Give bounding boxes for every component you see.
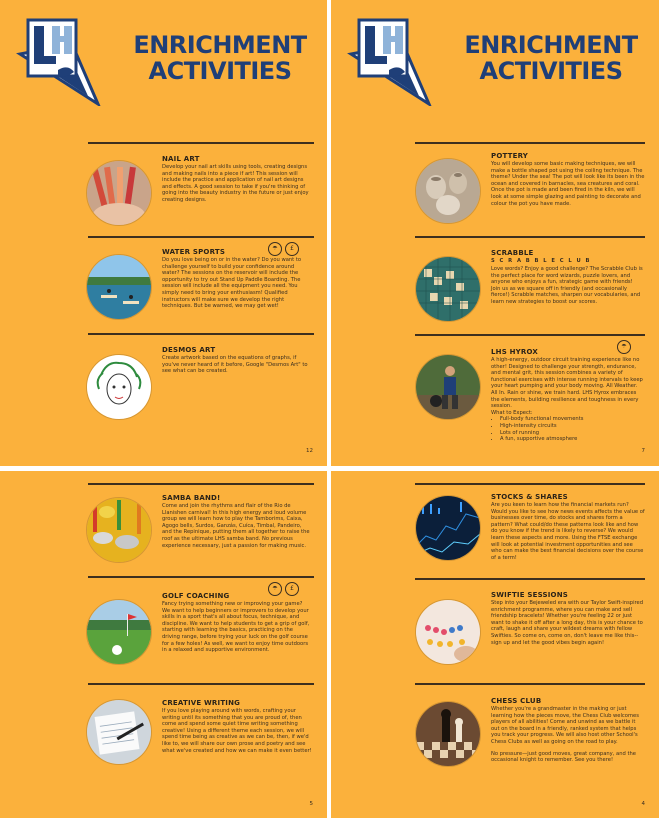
list-item: • Lots of running — [500, 430, 645, 437]
pottery-photo — [415, 158, 481, 224]
list-item: • A fun, supportive atmosphere — [500, 436, 645, 443]
entry-title: NAIL ART — [162, 155, 200, 163]
swiftie-photo — [415, 599, 481, 665]
hyrox-photo — [415, 354, 481, 420]
entry-title: STOCKS & SHARES — [491, 493, 568, 501]
divider — [415, 483, 645, 485]
divider — [415, 334, 645, 336]
entry-body: Step into your Bejeweled era with our Taylor Swift-inspired enrichment programme, where you can make and sell friendship bracelets! Whether you're feeling 22 or just want to shake it off after a long day, this is your chance to craft, laugh and share your wildest dreams with fellow Swifties. So come on, come on, don't leave me like this--sign up and let the good vibes begin again! — [491, 600, 644, 646]
entry-body: You will develop some basic making techniques, we will make a bottle shaped pot using the coiling technique. The theme? Under the sea! The pot will look like its been in the ocean and covered in barnacles, sea creatures and coral. Once the pot is made and been fired in the kiln, we will look at some simple glazing and painting to decorate and colour the pot you have made. — [491, 161, 645, 207]
outdoor-icon: ☂ — [268, 242, 282, 256]
entry-body: Create artwork based on the equations of graphs, if you've never heard of it before, Google "Desmos Art" to see what can be created. — [162, 355, 308, 375]
page-number: 7 — [641, 448, 645, 454]
list-item: • High-intensity circuits — [500, 423, 645, 430]
activity-badges — [617, 340, 631, 354]
activity-badges — [268, 582, 299, 596]
nail-art-photo — [86, 160, 152, 226]
golf-photo — [86, 599, 152, 665]
entry-body: Develop your nail art skills using tools, creating designs and making nails into a piece if art! This session will include the practice and application of nail art designs and effects. A good session to take if you're thinking of going into the beauty industry in the future or just enjoy creating designs. — [162, 164, 309, 203]
divider — [415, 683, 645, 685]
entry-title: SCRABBLE — [491, 249, 534, 257]
outdoor-icon: ☂ — [617, 340, 631, 354]
entry-body: Love words? Enjoy a good challenge? The Scrabble Club is the perfect place for word wizards, puzzle lovers, and anyone who enjoys a fun, strategic game with friends! Join us as we square off in friendly (and occasionally fierce!) Scrabble matches, sharpen our vocabularies, and learn new strategies to boost our scores. — [491, 266, 643, 305]
divider — [88, 333, 314, 335]
samba-band-photo — [86, 497, 152, 563]
entry-title: SWIFTIE SESSIONS — [491, 591, 568, 599]
entry-body: Fancy trying something new or improving your game? We want to help beginners or improvers to develop your skills in a sport that's all about focus, technique, and discipline. We want to help students to get a grip of golf, starting with learning the basics, practicing on the driving range, before trying your luck on the golf course for a few holes! As well, we want to enjoy time outdoors in a relaxed and supportive environment. — [162, 601, 310, 654]
cost-icon: £ — [285, 242, 299, 256]
creative-writing-photo — [86, 699, 152, 765]
entry-title: SAMBA BAND! — [162, 494, 221, 502]
entry-body: Are you keen to learn how the financial markets run? Would you like to see how news events affects the value of businesses over time, do stocks and shares form a pattern? What could/do these patterns look like and how do you know if the trend is likely to reverse? We would learn these aspects and more. Using the FTSE exchange will look at potential investment opportunities and see who can make the best financial decisions over the course of a term! — [491, 502, 645, 561]
divider — [415, 236, 645, 238]
page-12 — [0, 0, 327, 466]
scrabble-tiles: S C R A B B L E C L U B — [491, 258, 591, 264]
stocks-photo — [415, 495, 481, 561]
page-7 — [331, 0, 659, 466]
divider — [88, 683, 314, 685]
entry-title: CHESS CLUB — [491, 697, 542, 705]
school-logo — [10, 14, 110, 106]
page-title: ENRICHMENT ACTIVITIES — [464, 31, 638, 85]
divider — [88, 236, 314, 238]
entry-body: Do you love being on or in the water? Do you want to challenge yourself to build your confidence around water? The sessions on the reservoir will include the opportunity to try out Stand Up Paddle Boarding. The session will include all the equipment you need. You simply need to bring your enthusiasm! Qualified instructors will make sure we develop the right techniques. But be warned, we may get wet! — [162, 257, 302, 310]
page-5 — [0, 471, 327, 818]
entry-title: LHS HYROX — [491, 348, 539, 356]
school-logo — [341, 14, 441, 106]
page-number: 12 — [306, 448, 313, 454]
entry-title: DESMOS ART — [162, 346, 216, 354]
desmos-art-photo — [86, 354, 152, 420]
page-title: ENRICHMENT ACTIVITIES — [133, 31, 307, 85]
activity-badges — [268, 242, 299, 256]
list-item: • Full-body functional movements — [500, 416, 645, 423]
scrabble-photo — [415, 256, 481, 322]
page-number: 4 — [641, 801, 645, 807]
entry-body: If you love playing around with words, crafting your writing until its something that you are proud of, then come and spend some quiet time writing something creative! Using a different theme each session, we will spend time being as creative as we can be, then, if we'd like to, we will share our own prose and poetry and see what we've created and how we can make it even better! — [162, 708, 312, 754]
entry-body: A high-energy, outdoor circuit training experience like no other! Designed to challenge your strength, endurance, and mental grit, this session combines a variety of functional exercises with intense running intervals to keep your heart pumping and your body moving. All Weather. All In. Rain or shine, we train hard. LHS Hyrox embraces the elements, building resilience and toughness in every session. What to Expect: • Full-body functional movements • High-intensity circuits • Lots of running • A fun, supportive atmosphere — [491, 357, 645, 443]
page-number: 5 — [309, 801, 313, 807]
chess-photo — [415, 701, 481, 767]
water-sports-photo — [86, 254, 152, 320]
entry-body: Come and join the rhythms and flair of the Rio de Llanishen carnival! In this high energy and loud volume group we will learn how to play the Tamborims, Caixa, Agogo bells, Surdos, Ganzás, Cuíca, Timbal, Pandeiro, and the Repinique, putting them all together to raise the roof as the ultimate LHS samba band. No previous experience necessary, just a passion for making music. — [162, 503, 310, 549]
divider — [88, 576, 314, 578]
entry-title: WATER SPORTS — [162, 248, 226, 256]
entry-body: Whether you're a grandmaster in the making or just learning how the pieces move, the Chess Club welcomes players of all abilities! Come and unwind as we battle it out on the board in a friendly, ranked system that helps you track your progress. We will also host other School's Chess Clubs as well as going on the road to play. No pressure—just good moves, great company, and the occasional knight to remember. See you there! — [491, 706, 639, 764]
divider — [88, 483, 314, 485]
entry-title: POTTERY — [491, 152, 529, 160]
entry-title: GOLF COACHING — [162, 592, 230, 600]
cost-icon: £ — [285, 582, 299, 596]
divider — [415, 578, 645, 580]
outdoor-icon: ☂ — [268, 582, 282, 596]
divider — [88, 142, 314, 144]
entry-title: CREATIVE WRITING — [162, 699, 241, 707]
page-4 — [331, 471, 659, 818]
divider — [415, 142, 645, 144]
